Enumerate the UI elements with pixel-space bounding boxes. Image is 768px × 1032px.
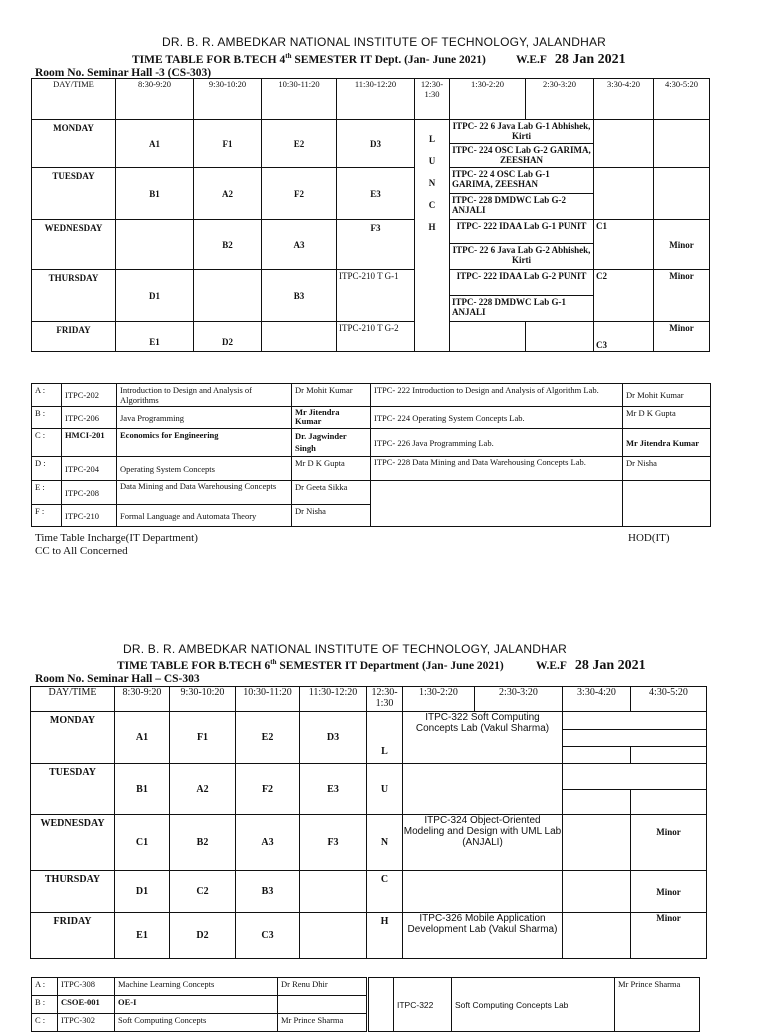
lab-cell: ITPC- 222 IDAA Lab G-2 PUNIT xyxy=(450,270,594,296)
slot-cell: A3 xyxy=(262,220,337,270)
legend-key: B : xyxy=(32,407,62,429)
legend-lab-faculty: Dr Nisha xyxy=(623,457,711,481)
header-cell: 12:30-1:30 xyxy=(415,79,450,120)
legend-code: ITPC-204 xyxy=(62,457,117,481)
legend-lab-faculty: Mr Jitendra Kumar xyxy=(623,429,711,457)
slot-cell xyxy=(116,220,194,270)
lab-cell: ITPC- 22 6 Java Lab G-2 Abhishek, Kirti xyxy=(450,244,594,270)
slot-cell: B3 xyxy=(262,270,337,322)
lunch-letter: L xyxy=(367,712,403,764)
lab-cell: ITPC- 22 4 OSC Lab G-1 GARIMA, ZEESHAN xyxy=(450,168,594,194)
header-cell: 9:30-10:20 xyxy=(170,687,236,712)
header-cell: 2:30-3:20 xyxy=(475,687,563,712)
doc2-title: TIME TABLE FOR B.TECH 6th SEMESTER IT Department (Jan- June 2021) xyxy=(117,658,504,672)
legend-subject: Machine Learning Concepts xyxy=(115,978,278,996)
legend-key: B : xyxy=(32,996,58,1014)
day-thursday: THURSDAY xyxy=(31,871,115,913)
minor-cell: Minor xyxy=(631,913,707,959)
minor-cell: Minor xyxy=(631,815,707,871)
doc1-wef-label: W.E.F xyxy=(516,54,547,66)
doc1-footer-hod: HOD(IT) xyxy=(628,532,670,544)
slot-cell: E1 xyxy=(115,913,170,959)
slot-cell: F3 xyxy=(337,220,415,270)
lab-cell: ITPC-324 Object-Oriented Modeling and Design with UML Lab (ANJALI) xyxy=(403,815,563,871)
legend-code: ITPC-322 xyxy=(394,978,452,1032)
legend-faculty: Dr Mohit Kumar xyxy=(292,384,371,407)
legend-faculty: Mr Jitendra Kumar xyxy=(292,407,371,429)
doc1-footer-incharge: Time Table Incharge(IT Department) xyxy=(35,532,198,544)
day-friday: FRIDAY xyxy=(32,322,116,352)
legend-faculty: Mr Prince Sharma xyxy=(278,1014,367,1032)
slot-cell: E3 xyxy=(300,764,367,815)
legend-faculty: Mr D K Gupta xyxy=(292,457,371,481)
legend-lab-faculty xyxy=(623,481,711,527)
slot-cell xyxy=(300,871,367,913)
legend-subject: Formal Language and Automata Theory xyxy=(117,505,292,527)
legend-code: ITPC-302 xyxy=(58,1014,115,1032)
slot-cell: A3 xyxy=(236,815,300,871)
empty-cell xyxy=(369,978,394,1032)
empty-cell xyxy=(563,730,707,747)
doc1-header-row xyxy=(32,79,710,120)
tutorial-cell: ITPC-210 T G-1 xyxy=(337,270,415,322)
legend-subject: Operating System Concepts xyxy=(117,457,292,481)
slot-cell: D3 xyxy=(337,120,415,168)
empty-cell xyxy=(526,322,594,352)
slot-cell: D1 xyxy=(115,871,170,913)
minor-cell: Minor xyxy=(654,270,710,322)
slot-cell: F2 xyxy=(262,168,337,220)
slot-cell: C3 xyxy=(594,322,654,352)
lunch-letter: N xyxy=(367,815,403,871)
slot-cell: C2 xyxy=(170,871,236,913)
legend-code: ITPC-308 xyxy=(58,978,115,996)
slot-cell: E1 xyxy=(116,322,194,352)
lunch-letter: H xyxy=(428,222,436,232)
empty-cell xyxy=(563,764,707,790)
doc2-institute: DR. B. R. AMBEDKAR NATIONAL INSTITUTE OF TECHNOLOGY, JALANDHAR xyxy=(122,642,568,656)
header-cell: 3:30-4:20 xyxy=(594,79,654,120)
legend-faculty: Dr Renu Dhir xyxy=(278,978,367,996)
empty-cell xyxy=(654,168,710,220)
legend-lab: ITPC- 228 Data Mining and Data Warehousing Concepts Lab. xyxy=(371,457,623,481)
slot-cell: B3 xyxy=(236,871,300,913)
empty-cell xyxy=(450,322,526,352)
slot-cell: F1 xyxy=(170,712,236,764)
legend-key: E : xyxy=(32,481,62,505)
day-tuesday: TUESDAY xyxy=(31,764,115,815)
minor-cell: Minor xyxy=(654,220,710,270)
legend-key: C : xyxy=(32,1014,58,1032)
header-cell: 3:30-4:20 xyxy=(563,687,631,712)
header-cell: 1:30-2:20 xyxy=(450,79,526,120)
legend-faculty xyxy=(278,996,367,1014)
day-wednesday: WEDNESDAY xyxy=(31,815,115,871)
lab-cell: ITPC- 22 6 Java Lab G-1 Abhishek, Kirti xyxy=(450,120,594,144)
legend-key: C : xyxy=(32,429,62,457)
doc1-wef xyxy=(516,50,626,68)
slot-cell: C1 xyxy=(594,220,654,270)
legend-subject: Economics for Engineering xyxy=(117,429,292,457)
lunch-letter: U xyxy=(428,156,436,166)
empty-cell xyxy=(654,120,710,168)
legend-code: HMCI-201 xyxy=(62,429,117,457)
doc1-title: TIME TABLE FOR B.TECH 4th SEMESTER IT Dept. (Jan- June 2021) xyxy=(132,52,486,66)
slot-cell: A2 xyxy=(170,764,236,815)
lab-cell: ITPC- 222 IDAA Lab G-1 PUNIT xyxy=(450,220,594,244)
empty-cell xyxy=(563,712,707,730)
legend-subject: Data Mining and Data Warehousing Concepts xyxy=(117,481,292,505)
slot-cell: F2 xyxy=(236,764,300,815)
empty-cell xyxy=(563,871,631,913)
legend-subject: OE-I xyxy=(115,996,278,1014)
lunch-letter: U xyxy=(367,764,403,815)
legend-subject: Soft Computing Concepts xyxy=(115,1014,278,1032)
legend-lab xyxy=(371,481,623,527)
day-monday: MONDAY xyxy=(31,712,115,764)
legend-code: ITPC-210 xyxy=(62,505,117,527)
day-friday: FRIDAY xyxy=(31,913,115,959)
empty-cell xyxy=(563,747,631,764)
slot-cell: E3 xyxy=(337,168,415,220)
slot-cell: C3 xyxy=(236,913,300,959)
doc1-legend xyxy=(31,383,711,527)
slot-cell xyxy=(262,322,337,352)
header-cell: 2:30-3:20 xyxy=(526,79,594,120)
header-cell: DAY/TIME xyxy=(32,79,116,120)
lab-cell: ITPC- 224 OSC Lab G-2 GARIMA, ZEESHAN xyxy=(450,144,594,168)
header-cell: 4:30-5:20 xyxy=(631,687,707,712)
slot-cell: A2 xyxy=(194,168,262,220)
legend-lab-faculty: Dr Mohit Kumar xyxy=(623,384,711,407)
slot-cell: D1 xyxy=(116,270,194,322)
legend-lab: ITPC- 226 Java Programming Lab. xyxy=(371,429,623,457)
slot-cell: D2 xyxy=(194,322,262,352)
slot-cell: A1 xyxy=(115,712,170,764)
legend-faculty: Dr Nisha xyxy=(292,505,371,527)
header-cell: 10:30-11:20 xyxy=(236,687,300,712)
doc2-wef-label: W.E.F xyxy=(536,660,567,672)
header-cell: DAY/TIME xyxy=(31,687,115,712)
lunch-letter: L xyxy=(428,134,435,144)
lab-cell: ITPC- 228 DMDWC Lab G-1 ANJALI xyxy=(450,296,594,322)
slot-cell: B1 xyxy=(115,764,170,815)
doc1-wef-date: 28 Jan 2021 xyxy=(554,52,626,67)
lunch-letter: N xyxy=(428,178,436,188)
day-thursday: THURSDAY xyxy=(32,270,116,322)
slot-cell: A1 xyxy=(116,120,194,168)
legend-key: A : xyxy=(32,978,58,996)
tutorial-cell: ITPC-210 T G-2 xyxy=(337,322,415,352)
slot-cell xyxy=(194,270,262,322)
minor-cell: Minor xyxy=(654,322,710,352)
slot-cell: F1 xyxy=(194,120,262,168)
legend-code: ITPC-206 xyxy=(62,407,117,429)
legend-faculty: Dr Geeta Sikka xyxy=(292,481,371,505)
legend-code: CSOE-001 xyxy=(58,996,115,1014)
slot-cell: B2 xyxy=(194,220,262,270)
empty-cell xyxy=(563,815,631,871)
lunch-letter: C xyxy=(428,200,436,210)
slot-cell: E2 xyxy=(262,120,337,168)
slot-cell: B1 xyxy=(116,168,194,220)
slot-cell: F3 xyxy=(300,815,367,871)
slot-cell xyxy=(300,913,367,959)
header-cell: 11:30-12:20 xyxy=(300,687,367,712)
empty-cell xyxy=(631,790,707,815)
legend-code: ITPC-208 xyxy=(62,481,117,505)
legend-lab-faculty: Mr D K Gupta xyxy=(623,407,711,429)
header-cell: 1:30-2:20 xyxy=(403,687,475,712)
lab-cell: ITPC-322 Soft Computing Concepts Lab (Vakul Sharma) xyxy=(403,712,563,764)
minor-cell: Minor xyxy=(631,871,707,913)
doc2-wef xyxy=(536,656,646,674)
slot-cell: D2 xyxy=(170,913,236,959)
header-cell: 8:30-9:20 xyxy=(116,79,194,120)
doc1-timetable xyxy=(31,78,710,352)
header-cell: 9:30-10:20 xyxy=(194,79,262,120)
slot-cell: C2 xyxy=(594,270,654,322)
legend-key: A : xyxy=(32,384,62,407)
day-tuesday: TUESDAY xyxy=(32,168,116,220)
header-cell: 12:30-1:30 xyxy=(367,687,403,712)
lunch-letter: H xyxy=(367,913,403,959)
doc2-room: Room No. Seminar Hall – CS-303 xyxy=(35,673,200,685)
header-cell: 10:30-11:20 xyxy=(262,79,337,120)
legend-subject: Java Programming xyxy=(117,407,292,429)
doc1-institute: DR. B. R. AMBEDKAR NATIONAL INSTITUTE OF TECHNOLOGY, JALANDHAR xyxy=(161,35,607,49)
header-cell: 8:30-9:20 xyxy=(115,687,170,712)
doc2-header-row xyxy=(31,687,707,712)
legend-faculty: Mr Prince Sharma xyxy=(615,978,700,1032)
legend-lab: ITPC- 224 Operating System Concepts Lab. xyxy=(371,407,623,429)
empty-cell xyxy=(563,913,631,959)
doc1-footer-cc: CC to All Concerned xyxy=(35,545,128,557)
legend-key: D : xyxy=(32,457,62,481)
lunch-column xyxy=(415,120,450,352)
day-wednesday: WEDNESDAY xyxy=(32,220,116,270)
legend-lab: ITPC- 222 Introduction to Design and Analysis of Algorithm Lab. xyxy=(371,384,623,407)
header-cell: 4:30-5:20 xyxy=(654,79,710,120)
legend-faculty: Dr. Jagwinder Singh xyxy=(292,429,371,457)
legend-key: F : xyxy=(32,505,62,527)
empty-cell xyxy=(403,871,563,913)
empty-cell xyxy=(631,747,707,764)
legend-subject: Introduction to Design and Analysis of Algorithms xyxy=(117,384,292,407)
doc1-room: Room No. Seminar Hall -3 (CS-303) xyxy=(35,67,212,79)
day-monday: MONDAY xyxy=(32,120,116,168)
slot-cell: E2 xyxy=(236,712,300,764)
legend-code: ITPC-202 xyxy=(62,384,117,407)
slot-cell: B2 xyxy=(170,815,236,871)
empty-cell xyxy=(403,764,563,815)
slot-cell: C1 xyxy=(115,815,170,871)
header-cell: 11:30-12:20 xyxy=(337,79,415,120)
lab-cell: ITPC- 228 DMDWC Lab G-2 ANJALI xyxy=(450,194,594,220)
empty-cell xyxy=(563,790,631,815)
empty-cell xyxy=(594,120,654,168)
empty-cell xyxy=(594,168,654,220)
lunch-letter: C xyxy=(367,871,403,913)
lab-cell: ITPC-326 Mobile Application Development Lab (Vakul Sharma) xyxy=(403,913,563,959)
legend-subject: Soft Computing Concepts Lab xyxy=(452,978,615,1032)
doc2-wef-date: 28 Jan 2021 xyxy=(574,658,646,673)
doc2-timetable xyxy=(30,686,707,959)
slot-cell: D3 xyxy=(300,712,367,764)
